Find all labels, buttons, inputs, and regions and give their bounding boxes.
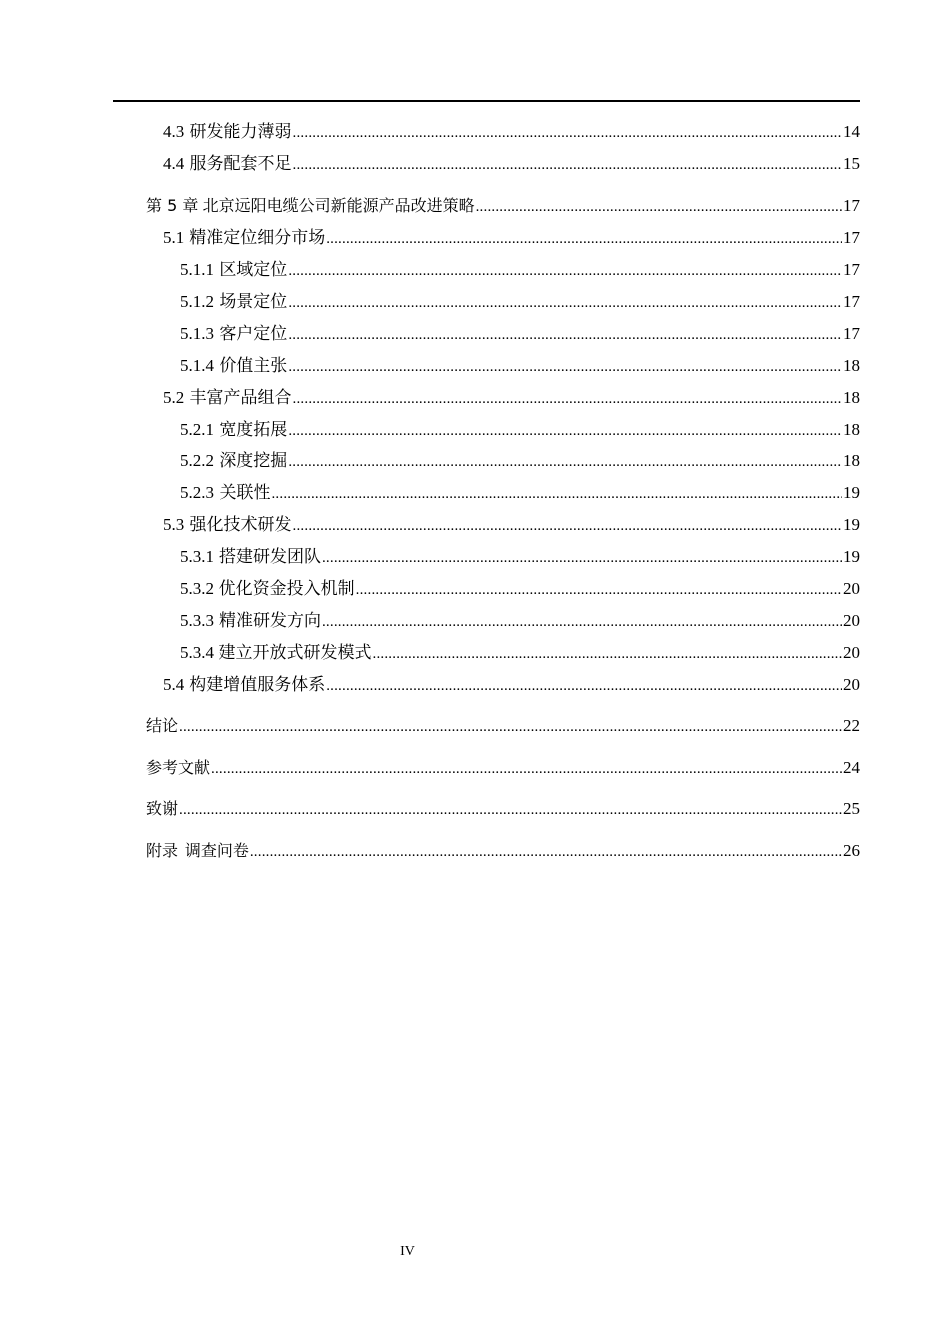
toc-entry-page: 17 xyxy=(843,196,860,215)
toc-entry-title: 搭建研发团队 xyxy=(218,547,321,566)
toc-entry-title: 关联性 xyxy=(219,483,271,502)
toc-entry-page: 14 xyxy=(843,122,860,141)
toc-leader-dots xyxy=(293,388,842,410)
toc-entry-page: 15 xyxy=(843,154,860,173)
toc-entry[interactable] xyxy=(180,642,860,664)
toc-entry[interactable] xyxy=(163,121,860,143)
toc-entry-number: 5.2.3 xyxy=(180,483,214,502)
toc-entry[interactable] xyxy=(180,578,860,600)
toc-entry-number: 4.4 xyxy=(163,154,185,173)
toc-entry-title: 客户定位 xyxy=(219,324,288,343)
toc-entry-title: 服务配套不足 xyxy=(189,154,292,173)
toc-entry-title: 丰富产品组合 xyxy=(189,388,292,407)
page-number: IV xyxy=(400,1244,415,1259)
toc-entry-title: 宽度拓展 xyxy=(219,420,288,439)
toc-entry[interactable] xyxy=(180,259,860,281)
toc-entry-title: 优化资金投入机制 xyxy=(218,579,355,598)
toc-entry[interactable] xyxy=(180,419,860,441)
toc-entry-page: 17 xyxy=(843,228,860,247)
toc-entry-page: 18 xyxy=(843,420,860,439)
toc-entry-number: 5.1.4 xyxy=(180,356,214,375)
toc-entry-title: 结论 xyxy=(146,716,179,735)
toc-entry-number: 5.2.2 xyxy=(180,451,214,470)
toc-leader-dots xyxy=(293,154,842,176)
toc-entry-number: 5.3 xyxy=(163,515,185,534)
toc-entry-page: 18 xyxy=(843,356,860,375)
toc-entry-number: 5.1.1 xyxy=(180,260,214,279)
toc-entry-number: 5.2.1 xyxy=(180,420,214,439)
toc-leader-dots xyxy=(288,260,842,282)
toc-entry-title: 研发能力薄弱 xyxy=(189,122,292,141)
toc-leader-dots xyxy=(326,228,842,250)
toc-leader-dots xyxy=(293,122,842,144)
toc-entry-title: 精准定位细分市场 xyxy=(189,228,326,247)
toc-entry-page: 20 xyxy=(843,643,860,662)
toc-entry-number: 5.4 xyxy=(163,675,185,694)
toc-entry[interactable] xyxy=(180,291,860,313)
toc-entry-page: 17 xyxy=(843,260,860,279)
toc-chapter-entry[interactable] xyxy=(146,757,860,779)
toc-leader-dots xyxy=(356,579,842,601)
toc-entry-page: 20 xyxy=(843,611,860,630)
toc-entry-page: 24 xyxy=(843,758,860,777)
toc-entry-page: 20 xyxy=(843,579,860,598)
toc-entry[interactable] xyxy=(180,450,860,472)
toc-entry[interactable] xyxy=(163,153,860,175)
toc-entry-number: 5.1 xyxy=(163,228,185,247)
toc-entry-title: 强化技术研发 xyxy=(189,515,292,534)
toc-chapter-entry[interactable] xyxy=(146,715,860,737)
toc-entry-page: 22 xyxy=(843,716,860,735)
toc-entry[interactable] xyxy=(180,355,860,377)
toc-leader-dots xyxy=(211,758,842,780)
toc-entry-page: 19 xyxy=(843,515,860,534)
toc-entry-title: 北京远阳电缆公司新能源产品改进策略 xyxy=(202,196,475,215)
toc-entry[interactable] xyxy=(163,227,860,249)
toc-chapter-entry[interactable] xyxy=(146,798,860,820)
toc-entry[interactable] xyxy=(180,546,860,568)
toc-entry-number: 5.3.3 xyxy=(180,611,214,630)
toc-entry-page: 19 xyxy=(843,483,860,502)
toc-entry[interactable] xyxy=(180,323,860,345)
toc-entry[interactable] xyxy=(163,674,860,696)
toc-entry-title: 调查问卷 xyxy=(184,841,249,860)
toc-entry-title: 建立开放式研发模式 xyxy=(218,643,372,662)
toc-leader-dots xyxy=(271,483,842,505)
toc-leader-dots xyxy=(250,841,842,863)
toc-entry-page: 20 xyxy=(843,675,860,694)
toc-leader-dots xyxy=(288,420,842,442)
toc-leader-dots xyxy=(326,675,842,697)
toc-entry[interactable] xyxy=(180,482,860,504)
toc-entry-number: 5.3.2 xyxy=(180,579,214,598)
toc-entry-page: 19 xyxy=(843,547,860,566)
toc-leader-dots xyxy=(179,716,842,738)
toc-entry-page: 25 xyxy=(843,799,860,818)
toc-leader-dots xyxy=(288,292,842,314)
toc-entry-title: 致谢 xyxy=(146,799,179,818)
toc-entry-number: 5.3.4 xyxy=(180,643,214,662)
toc-entry-title: 参考文献 xyxy=(146,758,211,777)
toc-entry[interactable] xyxy=(180,610,860,632)
toc-leader-dots xyxy=(288,356,842,378)
toc-entry-number: 4.3 xyxy=(163,122,185,141)
toc-entry-page: 17 xyxy=(843,324,860,343)
toc-chapter-entry[interactable] xyxy=(146,840,860,862)
toc-entry-page: 18 xyxy=(843,388,860,407)
toc-leader-dots xyxy=(179,799,842,821)
toc-entry-title: 精准研发方向 xyxy=(218,611,321,630)
toc-entry-page: 18 xyxy=(843,451,860,470)
toc-entry-number: 5.1.3 xyxy=(180,324,214,343)
toc-entry-title: 深度挖掘 xyxy=(219,451,288,470)
toc-entry-number: 第 5 章 xyxy=(146,196,199,215)
toc-leader-dots xyxy=(322,611,842,633)
toc-leader-dots xyxy=(288,451,842,473)
toc-entry-number: 5.3.1 xyxy=(180,547,214,566)
toc-leader-dots xyxy=(476,196,842,218)
toc-entry-title: 区域定位 xyxy=(219,260,288,279)
toc-entry-title: 场景定位 xyxy=(219,292,288,311)
toc-entry[interactable] xyxy=(163,387,860,409)
toc-entry-number: 附录 xyxy=(146,841,179,860)
toc-leader-dots xyxy=(293,515,842,537)
toc-entry-number: 5.1.2 xyxy=(180,292,214,311)
toc-entry[interactable] xyxy=(163,514,860,536)
toc-leader-dots xyxy=(373,643,843,665)
toc-entry-page: 26 xyxy=(843,841,860,860)
toc-entry-title: 构建增值服务体系 xyxy=(189,675,326,694)
toc-chapter-entry[interactable] xyxy=(146,195,860,217)
toc-entry-number: 5.2 xyxy=(163,388,185,407)
toc-leader-dots xyxy=(288,324,842,346)
toc-entry-title: 价值主张 xyxy=(219,356,288,375)
toc-entry-page: 17 xyxy=(843,292,860,311)
toc-leader-dots xyxy=(322,547,842,569)
